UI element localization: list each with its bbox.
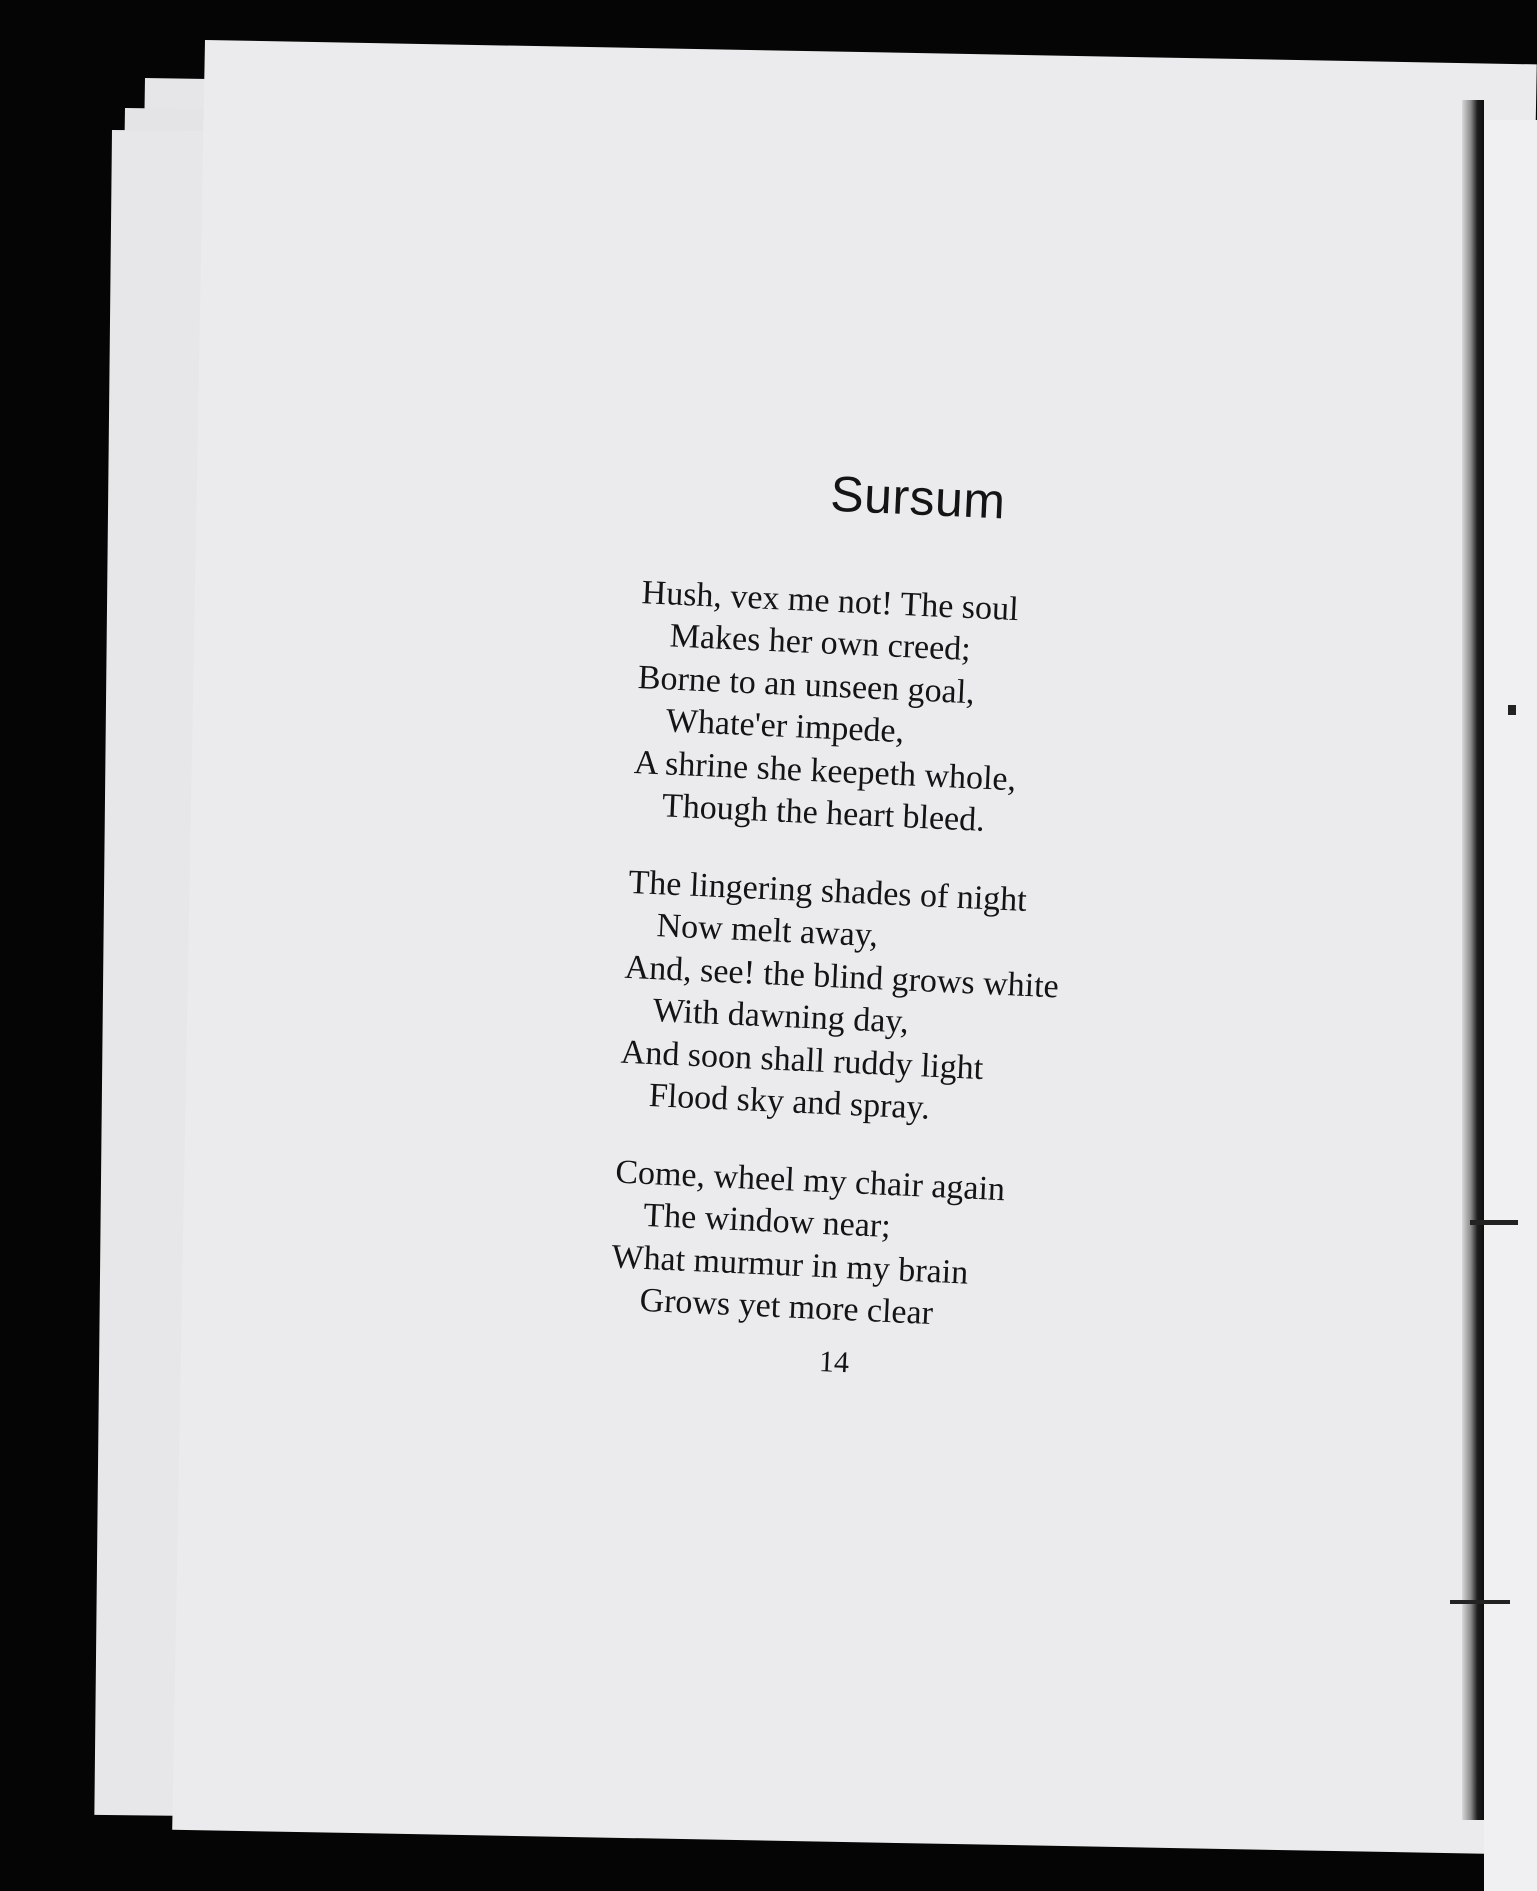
poem-line: Come, wheel my chair again (614, 1153, 1006, 1209)
poem-line: With dawning day, (651, 992, 910, 1041)
poem-line: Grows yet more clear (638, 1281, 934, 1333)
poem-line: And soon shall ruddy light (620, 1033, 985, 1088)
facing-page-edge (1484, 120, 1537, 1891)
poem-line: Now melt away, (655, 907, 879, 955)
poem-line: Whate'er impede, (665, 702, 905, 751)
poem-line: The window near; (642, 1196, 892, 1246)
poem-line: Hush, vex me not! The soul (640, 574, 1020, 629)
page-number: 14 (818, 1344, 850, 1380)
gutter-mark (1470, 1220, 1518, 1225)
gutter-mark (1508, 705, 1516, 715)
poem-line: Makes her own creed; (669, 617, 972, 669)
poem-line: Borne to an unseen goal, (637, 659, 976, 712)
poem-line: The lingering shades of night (627, 863, 1028, 919)
poem-line: Though the heart bleed. (661, 787, 986, 839)
poem-title: Sursum (829, 465, 1007, 530)
book-gutter (1462, 100, 1484, 1820)
poem-line: Flood sky and spray. (648, 1076, 931, 1127)
gutter-mark (1450, 1600, 1510, 1604)
poem-line: What murmur in my brain (610, 1238, 970, 1292)
poem-line: And, see! the blind grows white (623, 948, 1060, 1006)
poem-line: A shrine she keepeth whole, (633, 743, 1017, 799)
